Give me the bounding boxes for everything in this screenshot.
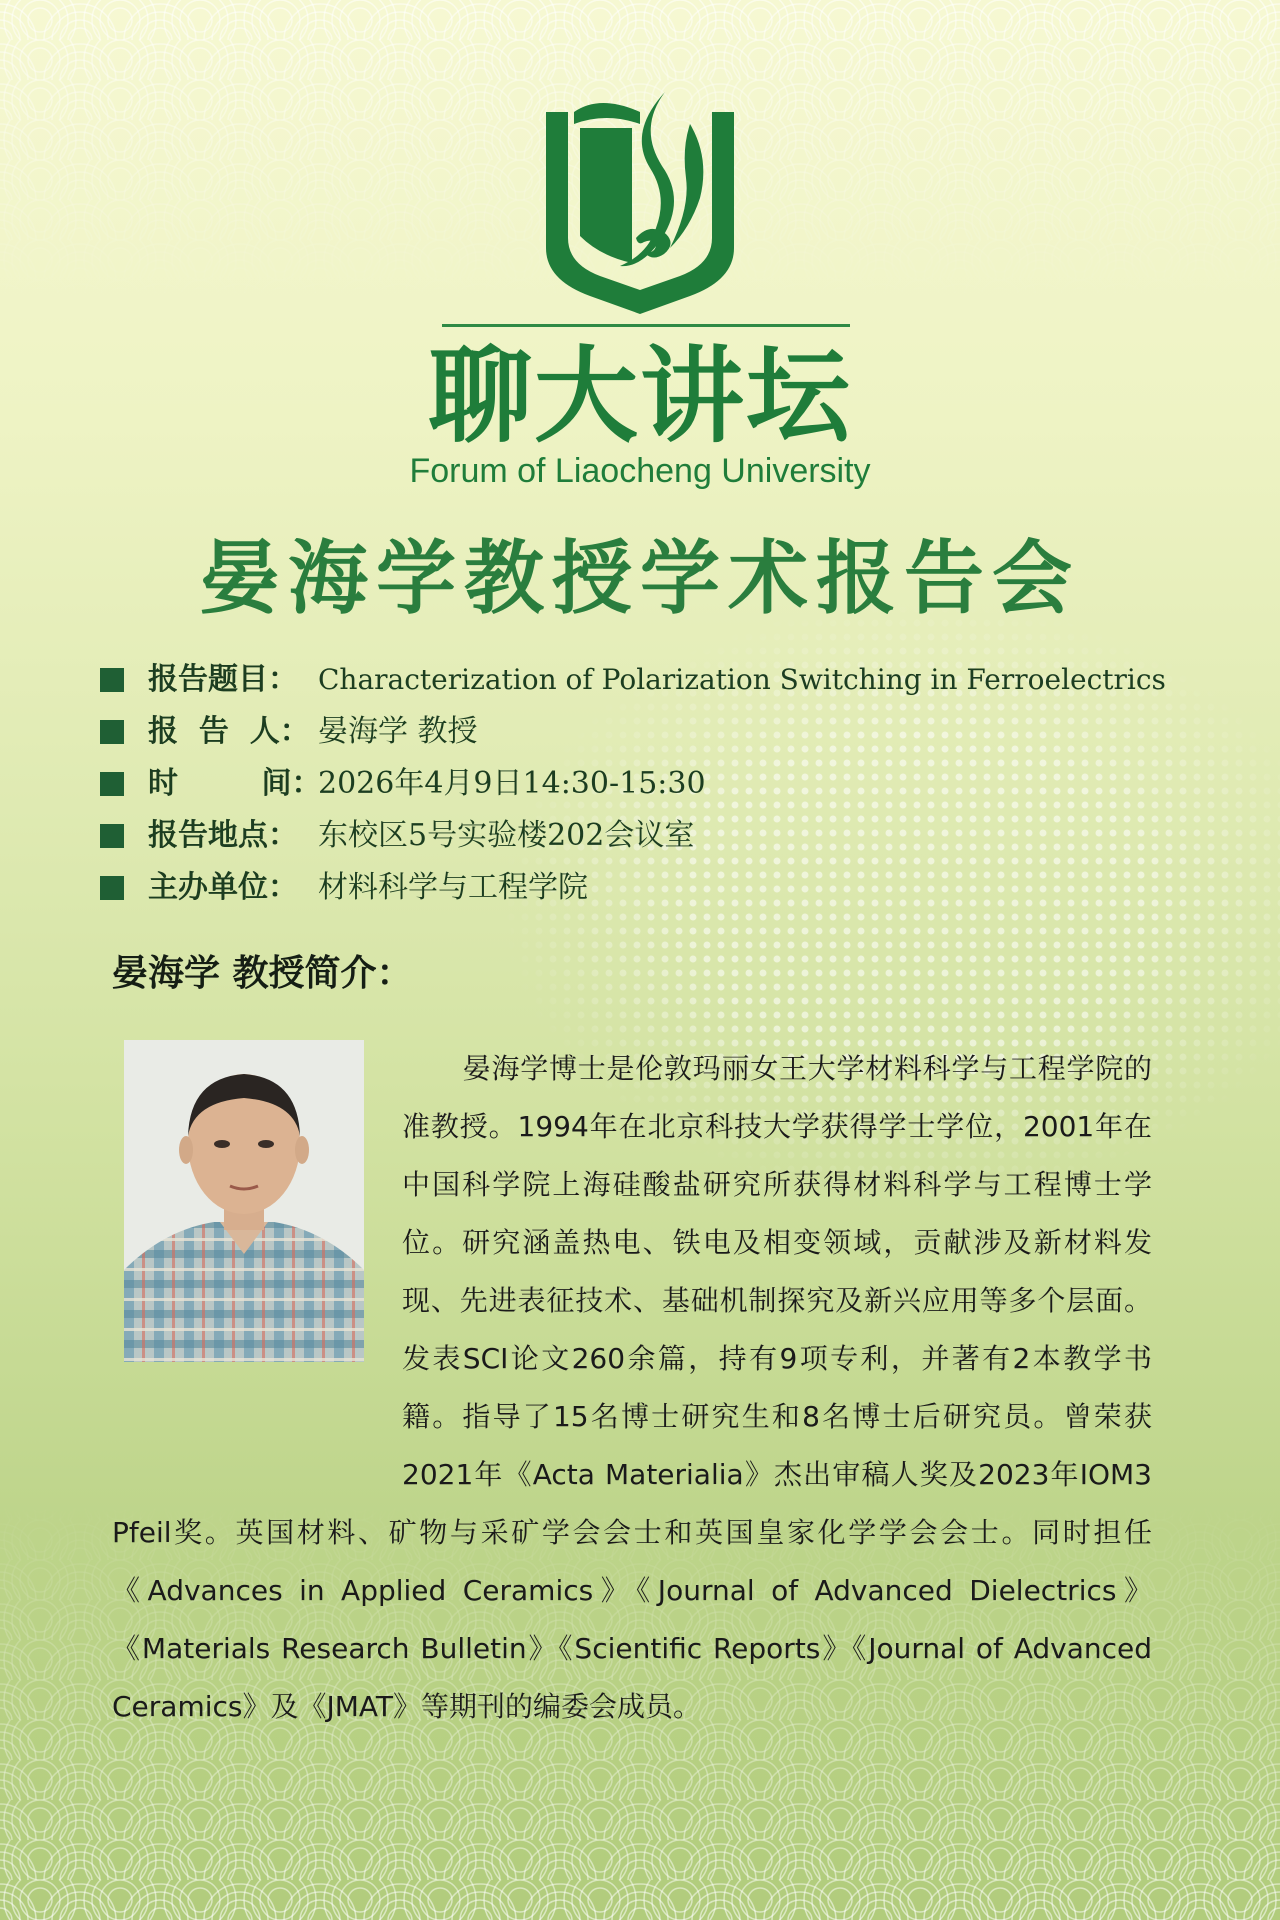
poster-title: 晏海学教授学术报告会 (200, 531, 1080, 625)
square-bullet-icon (100, 876, 124, 900)
bio-text: 晏海学博士是伦敦玛丽女王大学材料科学与工程学院的准教授。1994年在北京科技大学获得学士学位，2001年在中国科学院上海硅酸盐研究所获得材料科学与工程博士学位。研究涵盖热电、铁电及相变领域，贡献涉及新材料发现、先进表征技术、基础机制探究及新兴应用等多个层面。发表SCI论文260余篇，持有9项专利，并著有2本教学书籍。指导了15名博士研究生和8名博士后研究员。曾荣获2021年《Acta Materialia》杰出审稿人奖及2023年IOM3 Pfeil奖。英国材料、矿物与采矿学会会士和英国皇家化学学会会士。同时担任《Advances in Applied Ceramics》《Journal of Advanced Dielectrics》《Materials Research Bulletin》《Scientific Reports》《Journal of Advanced Ceramics》及《JMAT》等期刊的编委会成员。 (112, 1052, 1152, 1723)
info-label: 报 告 人： (148, 714, 310, 749)
info-row-location (100, 812, 1220, 864)
logo-divider (442, 324, 850, 327)
info-value-organizer: 材料科学与工程学院 (318, 870, 588, 905)
info-row-topic (100, 656, 1220, 708)
info-value-speaker: 晏海学 教授 (318, 714, 478, 749)
photo-spacer (112, 1040, 402, 1504)
info-row-time (100, 760, 1220, 812)
forum-name-english: Forum of Liaocheng University (409, 452, 871, 490)
info-value-topic: Characterization of Polarization Switching in Ferroelectrics (318, 663, 1166, 696)
info-label: 时 间： (148, 766, 322, 801)
forum-name-chinese: 聊大讲坛 (427, 335, 852, 457)
info-value-time: 2026年4月9日14:30-15:30 (318, 766, 706, 801)
info-label: 报告地点： (148, 818, 298, 853)
info-value-location: 东校区5号实验楼202会议室 (318, 818, 695, 853)
square-bullet-icon (100, 772, 124, 796)
info-label: 报告题目： (148, 662, 298, 697)
square-bullet-icon (100, 824, 124, 848)
bio-heading: 晏海学 教授简介： (112, 953, 413, 994)
square-bullet-icon (100, 720, 124, 744)
info-label: 主办单位： (148, 870, 298, 905)
event-info-list (100, 656, 1220, 916)
info-row-organizer (100, 864, 1220, 916)
info-row-speaker (100, 708, 1220, 760)
square-bullet-icon (100, 668, 124, 692)
bio-paragraph (112, 1040, 1152, 1736)
university-emblem-icon (540, 88, 740, 318)
